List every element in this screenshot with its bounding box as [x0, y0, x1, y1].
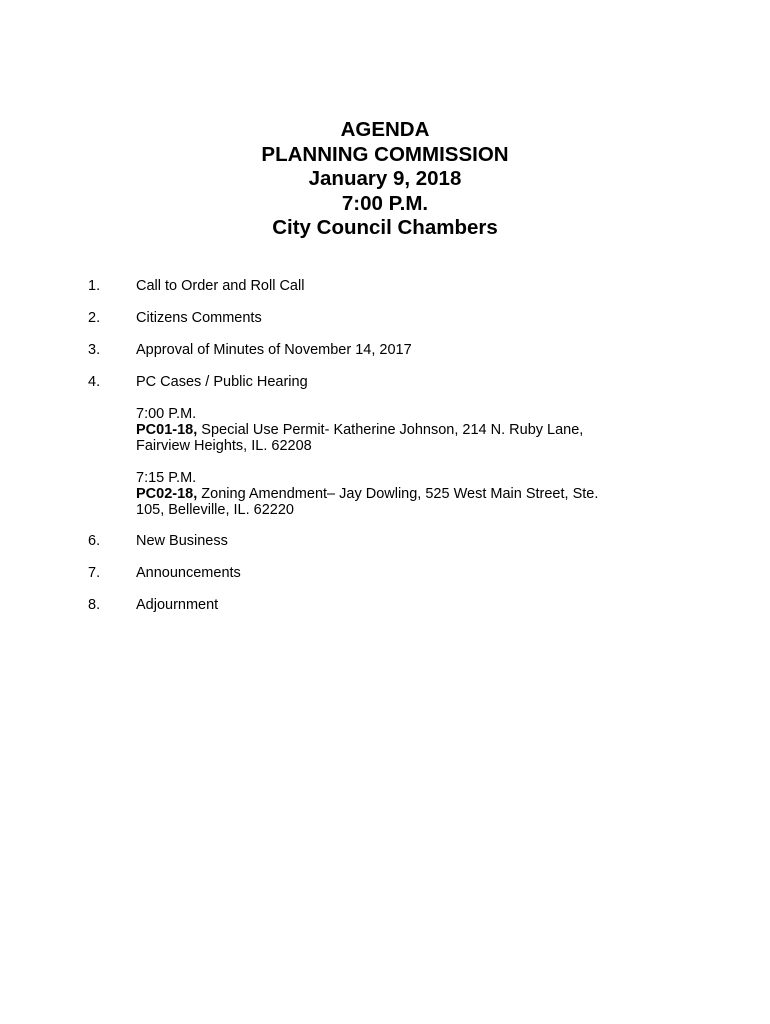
item-number: 3. [88, 342, 101, 358]
item-number: 4. [88, 374, 101, 390]
commission-name: PLANNING COMMISSION [261, 142, 509, 166]
item-text: Approval of Minutes of November 14, 2017 [136, 342, 412, 358]
case-line [136, 486, 696, 502]
case-description-continued: Fairview Heights, IL. 62208 [136, 438, 312, 454]
case-description-continued: 105, Belleville, IL. 62220 [136, 502, 294, 518]
meeting-date: January 9, 2018 [308, 167, 462, 190]
item-text: Citizens Comments [136, 310, 262, 326]
item-text: New Business [136, 533, 228, 549]
case-id: PC02-18, [136, 486, 198, 502]
case-id: PC01-18, [136, 422, 198, 438]
meeting-time: 7:00 P.M. [341, 191, 429, 215]
item-text: PC Cases / Public Hearing [136, 374, 308, 390]
item-number: 2. [88, 310, 101, 326]
meeting-location: City Council Chambers [272, 216, 498, 239]
item-number: 7. [88, 565, 101, 581]
case-block [136, 406, 696, 454]
case-description: Zoning Amendment– Jay Dowling, 525 West Main Street, Ste. [197, 486, 599, 502]
item-text: Announcements [136, 565, 241, 581]
case-block [136, 470, 696, 518]
item-number: 6. [88, 533, 101, 549]
item-text: Call to Order and Roll Call [136, 278, 305, 294]
case-line [136, 422, 696, 438]
item-text: Adjournment [136, 597, 219, 613]
agenda-header [0, 118, 770, 241]
item-number: 1. [88, 278, 101, 294]
agenda-title: AGENDA [340, 118, 430, 141]
case-description: Special Use Permit- Katherine Johnson, 214 N. Ruby Lane, [197, 422, 584, 438]
case-time: 7:15 P.M. [136, 470, 197, 486]
case-time: 7:00 P.M. [136, 406, 197, 422]
item-number: 8. [88, 597, 101, 613]
